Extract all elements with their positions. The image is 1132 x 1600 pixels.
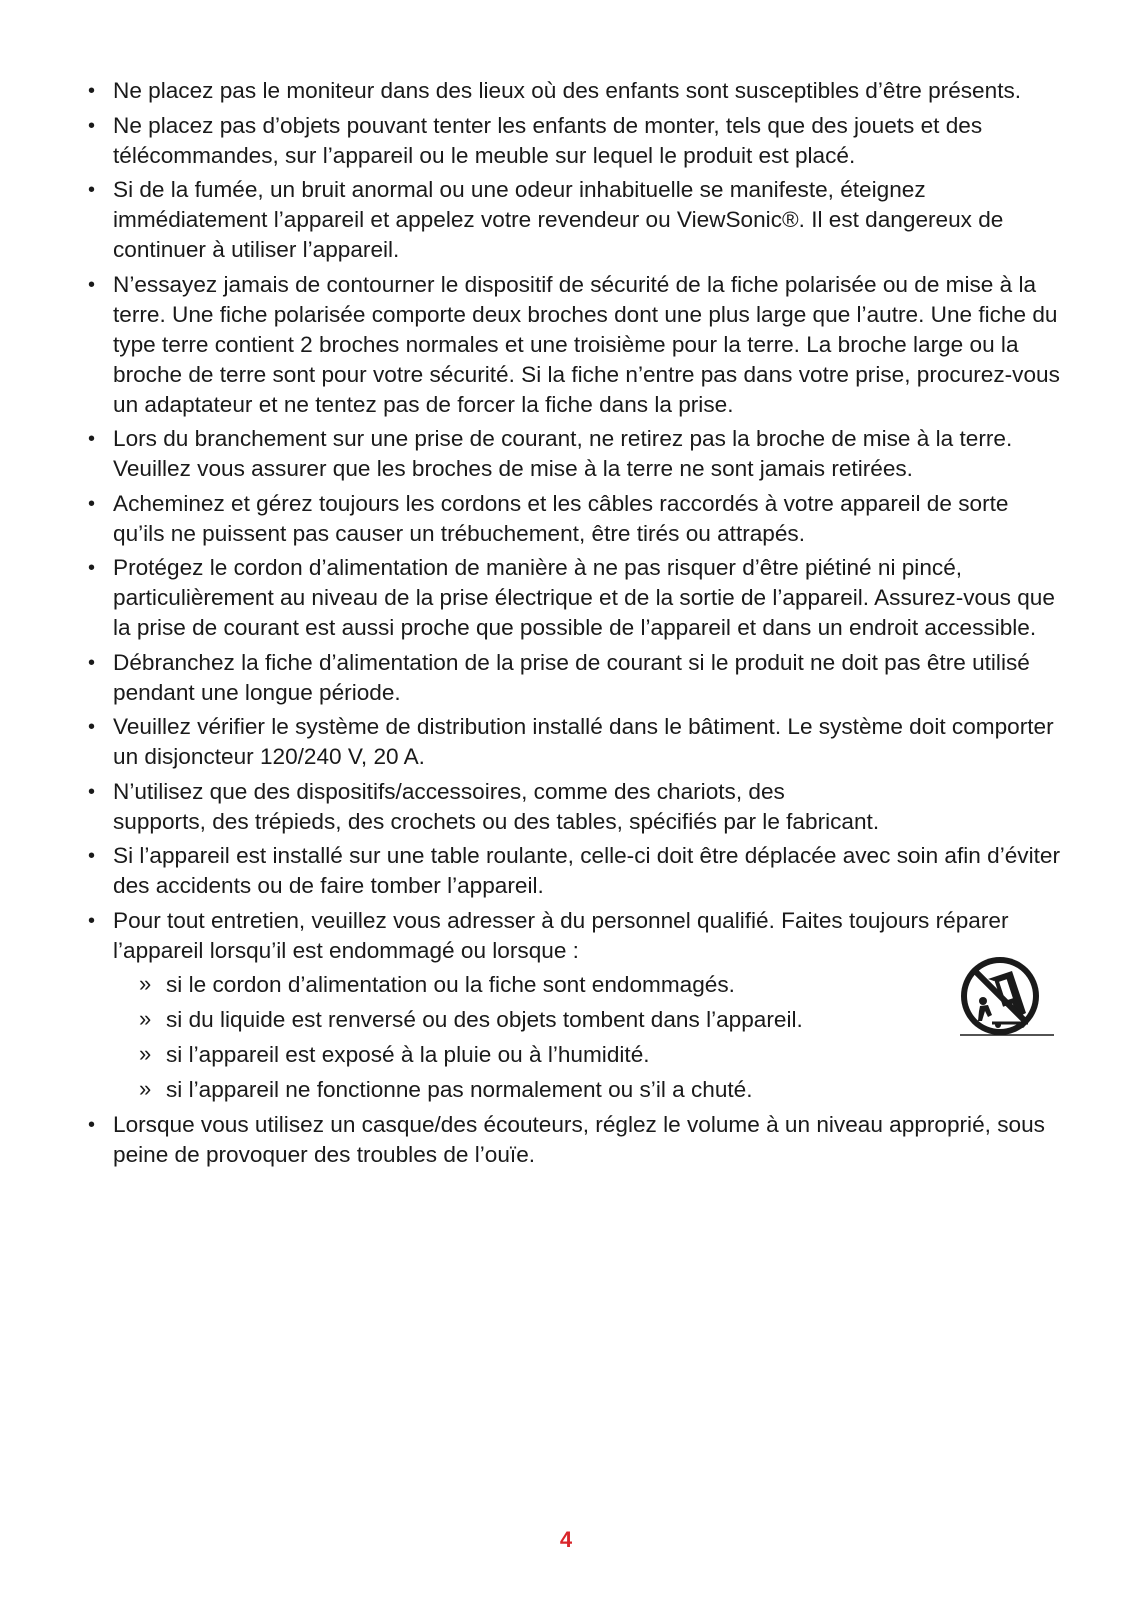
bullet-marker: • <box>88 845 96 867</box>
bullet-marker: • <box>88 273 96 296</box>
list-item <box>86 648 1066 708</box>
list-item <box>86 424 1066 484</box>
bullet-marker: • <box>88 651 96 674</box>
bullet-text: Débranchez la fiche d’alimentation de la prise de courant si le produit ne doit pas être utilisé pendant une longue période. <box>113 649 1030 705</box>
bullet-text: Protégez le cordon d’alimentation de manière à ne pas risquer d’être piétiné ni pincé, particulièrement au niveau de la prise électrique et de la sortie de l’appareil. Assurez-vous que la prise de courant est aussi proche que possible de l’appareil et dans un endroit accessible. <box>113 555 1055 640</box>
safety-instructions-list <box>86 76 1066 1174</box>
sub-list-item <box>113 1075 1066 1105</box>
list-item <box>86 111 1066 171</box>
bullet-text: Ne placez pas d’objets pouvant tenter les enfants de monter, tels que des jouets et des télécommandes, sur l’appareil ou le meuble sur lequel le produit est placé. <box>113 112 983 168</box>
list-item <box>86 76 1066 106</box>
bullet-marker: • <box>88 780 96 803</box>
bullet-text: Pour tout entretien, veuillez vous adresser à du personnel qualifié. Faites toujours réparer l’appareil lorsqu’il est endommagé ou lorsque : <box>113 907 1009 963</box>
sub-bullet-marker: » <box>139 1005 152 1031</box>
list-item <box>86 175 1066 265</box>
sub-list-item <box>113 1040 1066 1070</box>
list-item <box>86 489 1066 549</box>
bullet-marker: • <box>88 557 96 579</box>
cart-tip-over-warning-icon <box>958 955 1056 1045</box>
bullet-text: Si l’appareil est installé sur une table roulante, celle-ci doit être déplacée avec soin afin d’éviter des accidents ou de faire tomber l’appareil. <box>113 843 1060 898</box>
bullet-marker: • <box>88 179 96 201</box>
bullet-marker: • <box>88 909 96 932</box>
list-item <box>86 906 1066 1105</box>
bullet-text: Acheminez et gérez toujours les cordons et les câbles raccordés à votre appareil de sorte qu’ils ne puissent pas causer un trébuchement, être tirés ou attrapés. <box>113 490 1009 546</box>
bullet-marker: • <box>88 80 96 102</box>
bullet-text: Lorsque vous utilisez un casque/des écouteurs, réglez le volume à un niveau approprié, sous peine de provoquer des troubles de l’ouïe. <box>113 1111 1045 1167</box>
bullet-marker: • <box>88 1113 96 1136</box>
list-item <box>86 777 1066 837</box>
bullet-text: N’essayez jamais de contourner le dispositif de sécurité de la fiche polarisée ou de mise à la terre. Une fiche polarisée comporte deux broches dont une plus large que l’autre. Une fiche du type terre contient 2 broches normales et une troisième pour la terre. La broche large ou la broche de terre sont pour votre sécurité. Si la fiche n’entre pas dans votre prise, procurez-vous un adaptateur et ne tentez pas de forcer la fiche dans la prise. <box>113 271 1060 417</box>
sub-bullet-marker: » <box>139 1040 152 1066</box>
sub-bullet-text: si le cordon d’alimentation ou la fiche sont endommagés. <box>166 971 735 997</box>
bullet-text: N’utilisez que des dispositifs/accessoires, comme des chariots, des supports, des trépieds, des crochets ou des tables, spécifiés par le fabricant. <box>113 778 880 834</box>
page-number: 4 <box>559 1527 573 1552</box>
bullet-marker: • <box>88 716 96 738</box>
list-item <box>86 841 1066 901</box>
list-item <box>86 553 1066 643</box>
list-item <box>86 1110 1066 1170</box>
list-item <box>86 270 1066 420</box>
service-conditions-sublist <box>113 970 1066 1105</box>
bullet-marker: • <box>88 492 96 515</box>
sub-bullet-marker: » <box>139 1075 152 1101</box>
sub-bullet-text: si l’appareil est exposé à la pluie ou à l’humidité. <box>166 1041 650 1067</box>
sub-bullet-text: si du liquide est renversé ou des objets tombent dans l’appareil. <box>166 1006 803 1032</box>
bullet-marker: • <box>88 428 96 450</box>
bullet-text: Lors du branchement sur une prise de courant, ne retirez pas la broche de mise à la terre. Veuillez vous assurer que les broches de mise à la terre ne sont jamais retirées. <box>113 426 1013 481</box>
list-item <box>86 712 1066 772</box>
sub-list-item <box>113 1005 1066 1035</box>
bullet-marker: • <box>88 114 96 137</box>
sub-bullet-text: si l’appareil ne fonctionne pas normalement ou s’il a chuté. <box>166 1076 753 1102</box>
bullet-text: Si de la fumée, un bruit anormal ou une odeur inhabituelle se manifeste, éteignez immédiatement l’appareil et appelez votre revendeur ou ViewSonic®. Il est dangereux de continuer à utiliser l’appareil. <box>113 177 1004 262</box>
sub-list-item <box>113 970 1066 1000</box>
sub-bullet-marker: » <box>139 970 152 996</box>
bullet-text: Ne placez pas le moniteur dans des lieux où des enfants sont susceptibles d’être présents. <box>113 78 1022 103</box>
bullet-text: Veuillez vérifier le système de distribution installé dans le bâtiment. Le système doit comporter un disjoncteur 120/240 V, 20 A. <box>113 714 1054 769</box>
